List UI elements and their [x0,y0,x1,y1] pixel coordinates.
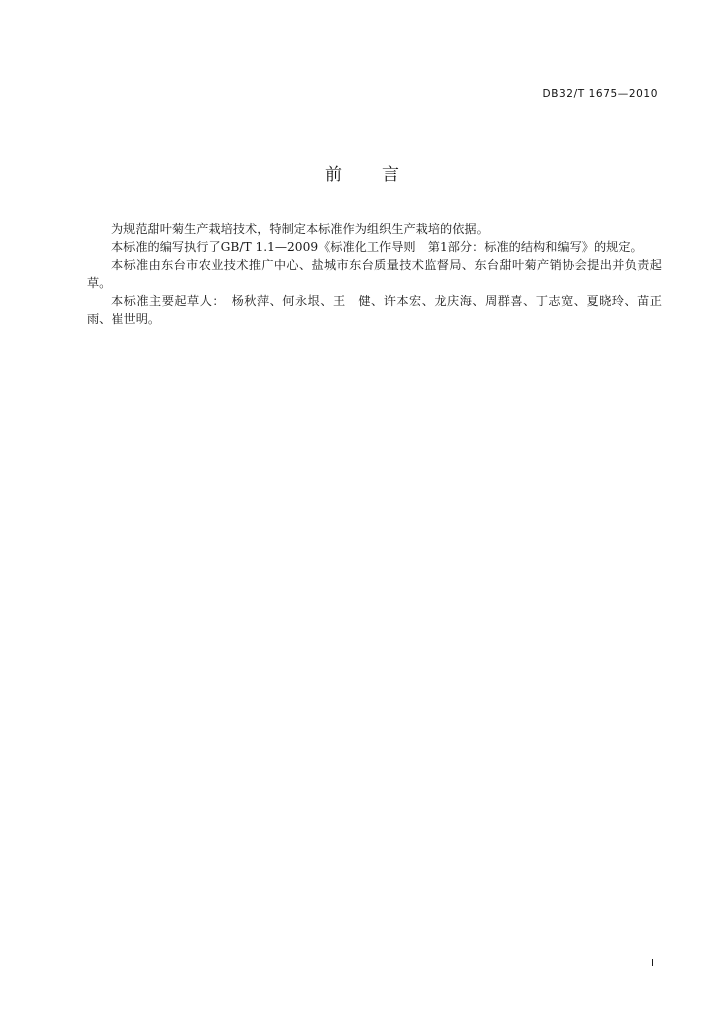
title-char-1: 前 [325,165,342,185]
paragraph-purpose: 为规范甜叶菊生产栽培技术，特制定本标准作为组织生产栽培的依据。 [111,222,489,236]
foreword-body [87,220,662,328]
paragraph-drafters: 本标准主要起草人： 杨秋萍、何永垠、王 健、许本宏、龙庆海、周群喜、丁志宽、夏晓玲、苗正雨、崔世明。 [87,294,662,326]
paragraph-drafting-rules: 本标准的编写执行了GB/T 1.1—2009《标准化工作导则 第1部分：标准的结构和编写》的规定。 [111,240,643,254]
page-title [0,160,724,185]
paragraph-proposer: 本标准由东台市农业技术推广中心、盐城市东台质量技术监督局、东台甜叶菊产销协会提出并负责起草。 [87,258,662,290]
page-number: I [651,958,654,969]
standard-code: DB32/T 1675—2010 [542,88,658,100]
title-char-2: 言 [382,165,399,185]
